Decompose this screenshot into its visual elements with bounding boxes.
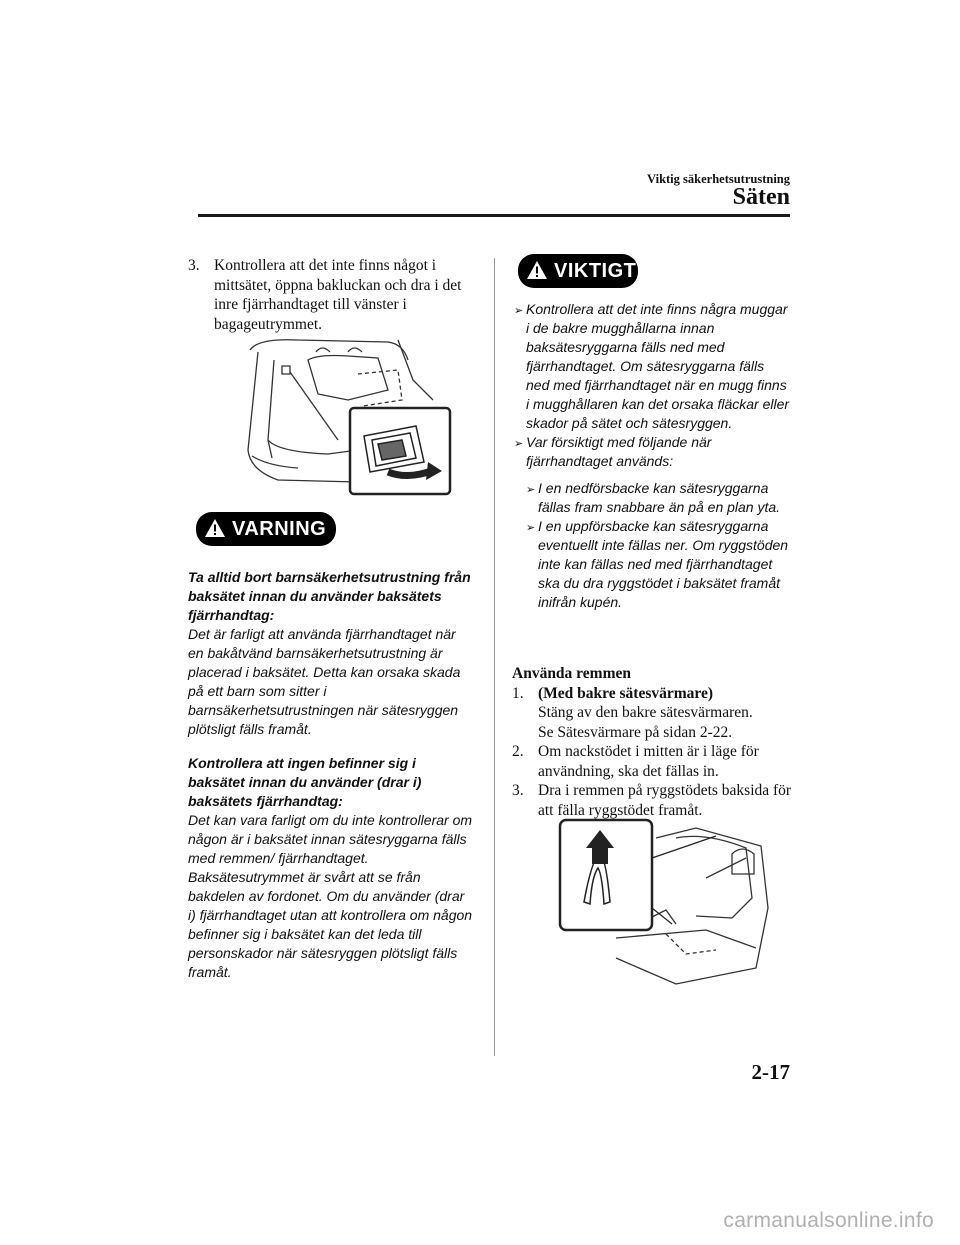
strap-pull-illustration bbox=[556, 818, 778, 988]
warning-banner bbox=[196, 512, 336, 546]
warning-2-body: Det kan vara farligt om du inte kontrollerar om någon är i baksätet innan sätesryggarna fälls med remmen/ fjärrhandtaget. Baksätesutrymmet är svårt att se från bakdelen av fordonet. Om du använder (drar i) fjärrhandtaget utan att kontrollera om någon befinner sig i baksätet kan det leda till personskador när sätesryggen plötsligt fälls framåt. bbox=[188, 812, 473, 980]
bullet-arrow-icon: ➢ bbox=[526, 522, 536, 534]
watermark: carmanualsonline.info bbox=[723, 1209, 934, 1232]
strap-section: Använda remmen 1. (Med bakre sätesvärmare) Stäng av den bakre sätesvärmaren. Se Sätesvärmare på sidan 2-22. 2. Om nackstödet i mitten är i läge för användning, ska det fällas in. 3. Dra i remmen på ryggstödets baksida för att fälla ryggstödet framåt. bbox=[512, 665, 792, 819]
sub-list-item: ➢ I en nedförsbacke kan sätesryggarna fällas fram snabbare än på en plan yta. bbox=[526, 480, 781, 515]
warning-triangle-icon bbox=[204, 518, 226, 538]
step-3 bbox=[188, 256, 470, 334]
cargo-handle-illustration bbox=[238, 330, 456, 498]
section-label: Viktig säkerhetsutrustning bbox=[647, 172, 790, 186]
list-item: ➢ Kontrollera att det inte finns några muggar i de bakre mugghållarna innan baksätesryggarna fälls ned med fjärrhandtaget. Om sätesryggarna fälls ned med fjärrhandtaget när en mugg finns i mugghållaren kan det orsaka fläckar eller skador på sätet och sätesryggen. bbox=[514, 301, 790, 431]
column-divider bbox=[494, 258, 495, 1056]
warning-1-body: Det är farligt att använda fjärrhandtaget när en bakåtvänd barnsäkerhetsutrustning är placerad i baksätet. Detta kan orsaka skada på ett barn som sitter i barnsäkerhetsutrustningen när sätesryggen plötsligt fälls framåt. bbox=[188, 626, 461, 737]
warning-block-2 bbox=[188, 754, 474, 982]
sub-list-item: ➢ I en uppförsbacke kan sätesryggarna eventuellt inte fällas ner. Om ryggstöden inte kan fällas ned med fjärrhandtaget ska du dra ryggstödet i baksätet framåt inifrån kupén. bbox=[526, 518, 789, 610]
page-number: 2-17 bbox=[751, 1060, 790, 1084]
important-label: VIKTIGT bbox=[554, 259, 637, 282]
step-text: Kontrollera att det inte finns något i mittsätet, öppna bakluckan och dra i det inre fjärrhandtaget till vänster i bagageutrymmet. bbox=[214, 257, 462, 333]
section-subheading: Använda remmen bbox=[512, 665, 631, 682]
important-banner bbox=[518, 254, 638, 288]
step-number: 3. bbox=[188, 257, 200, 274]
warning-2-title: Kontrollera att ingen befinner sig i baksätet innan du använder (drar i) baksätets fjärrhandtag: bbox=[188, 755, 422, 809]
step-1-title: (Med bakre sätesvärmare) bbox=[538, 684, 714, 702]
page-title: Säten bbox=[732, 184, 790, 210]
bullet-arrow-icon: ➢ bbox=[514, 438, 524, 450]
list-item: ➢ Var försiktigt med följande när fjärrhandtaget används: bbox=[514, 434, 712, 469]
warning-1-title: Ta alltid bort barnsäkerhetsutrustning från baksätet innan du använder baksätets fjärrhandtag: bbox=[188, 569, 471, 623]
warning-triangle-icon bbox=[526, 260, 548, 280]
header-rule bbox=[198, 214, 790, 217]
important-list bbox=[514, 300, 790, 612]
warning-block-1 bbox=[188, 568, 474, 739]
bullet-arrow-icon: ➢ bbox=[514, 305, 524, 317]
bullet-arrow-icon: ➢ bbox=[526, 484, 536, 496]
warning-label: VARNING bbox=[232, 517, 327, 540]
